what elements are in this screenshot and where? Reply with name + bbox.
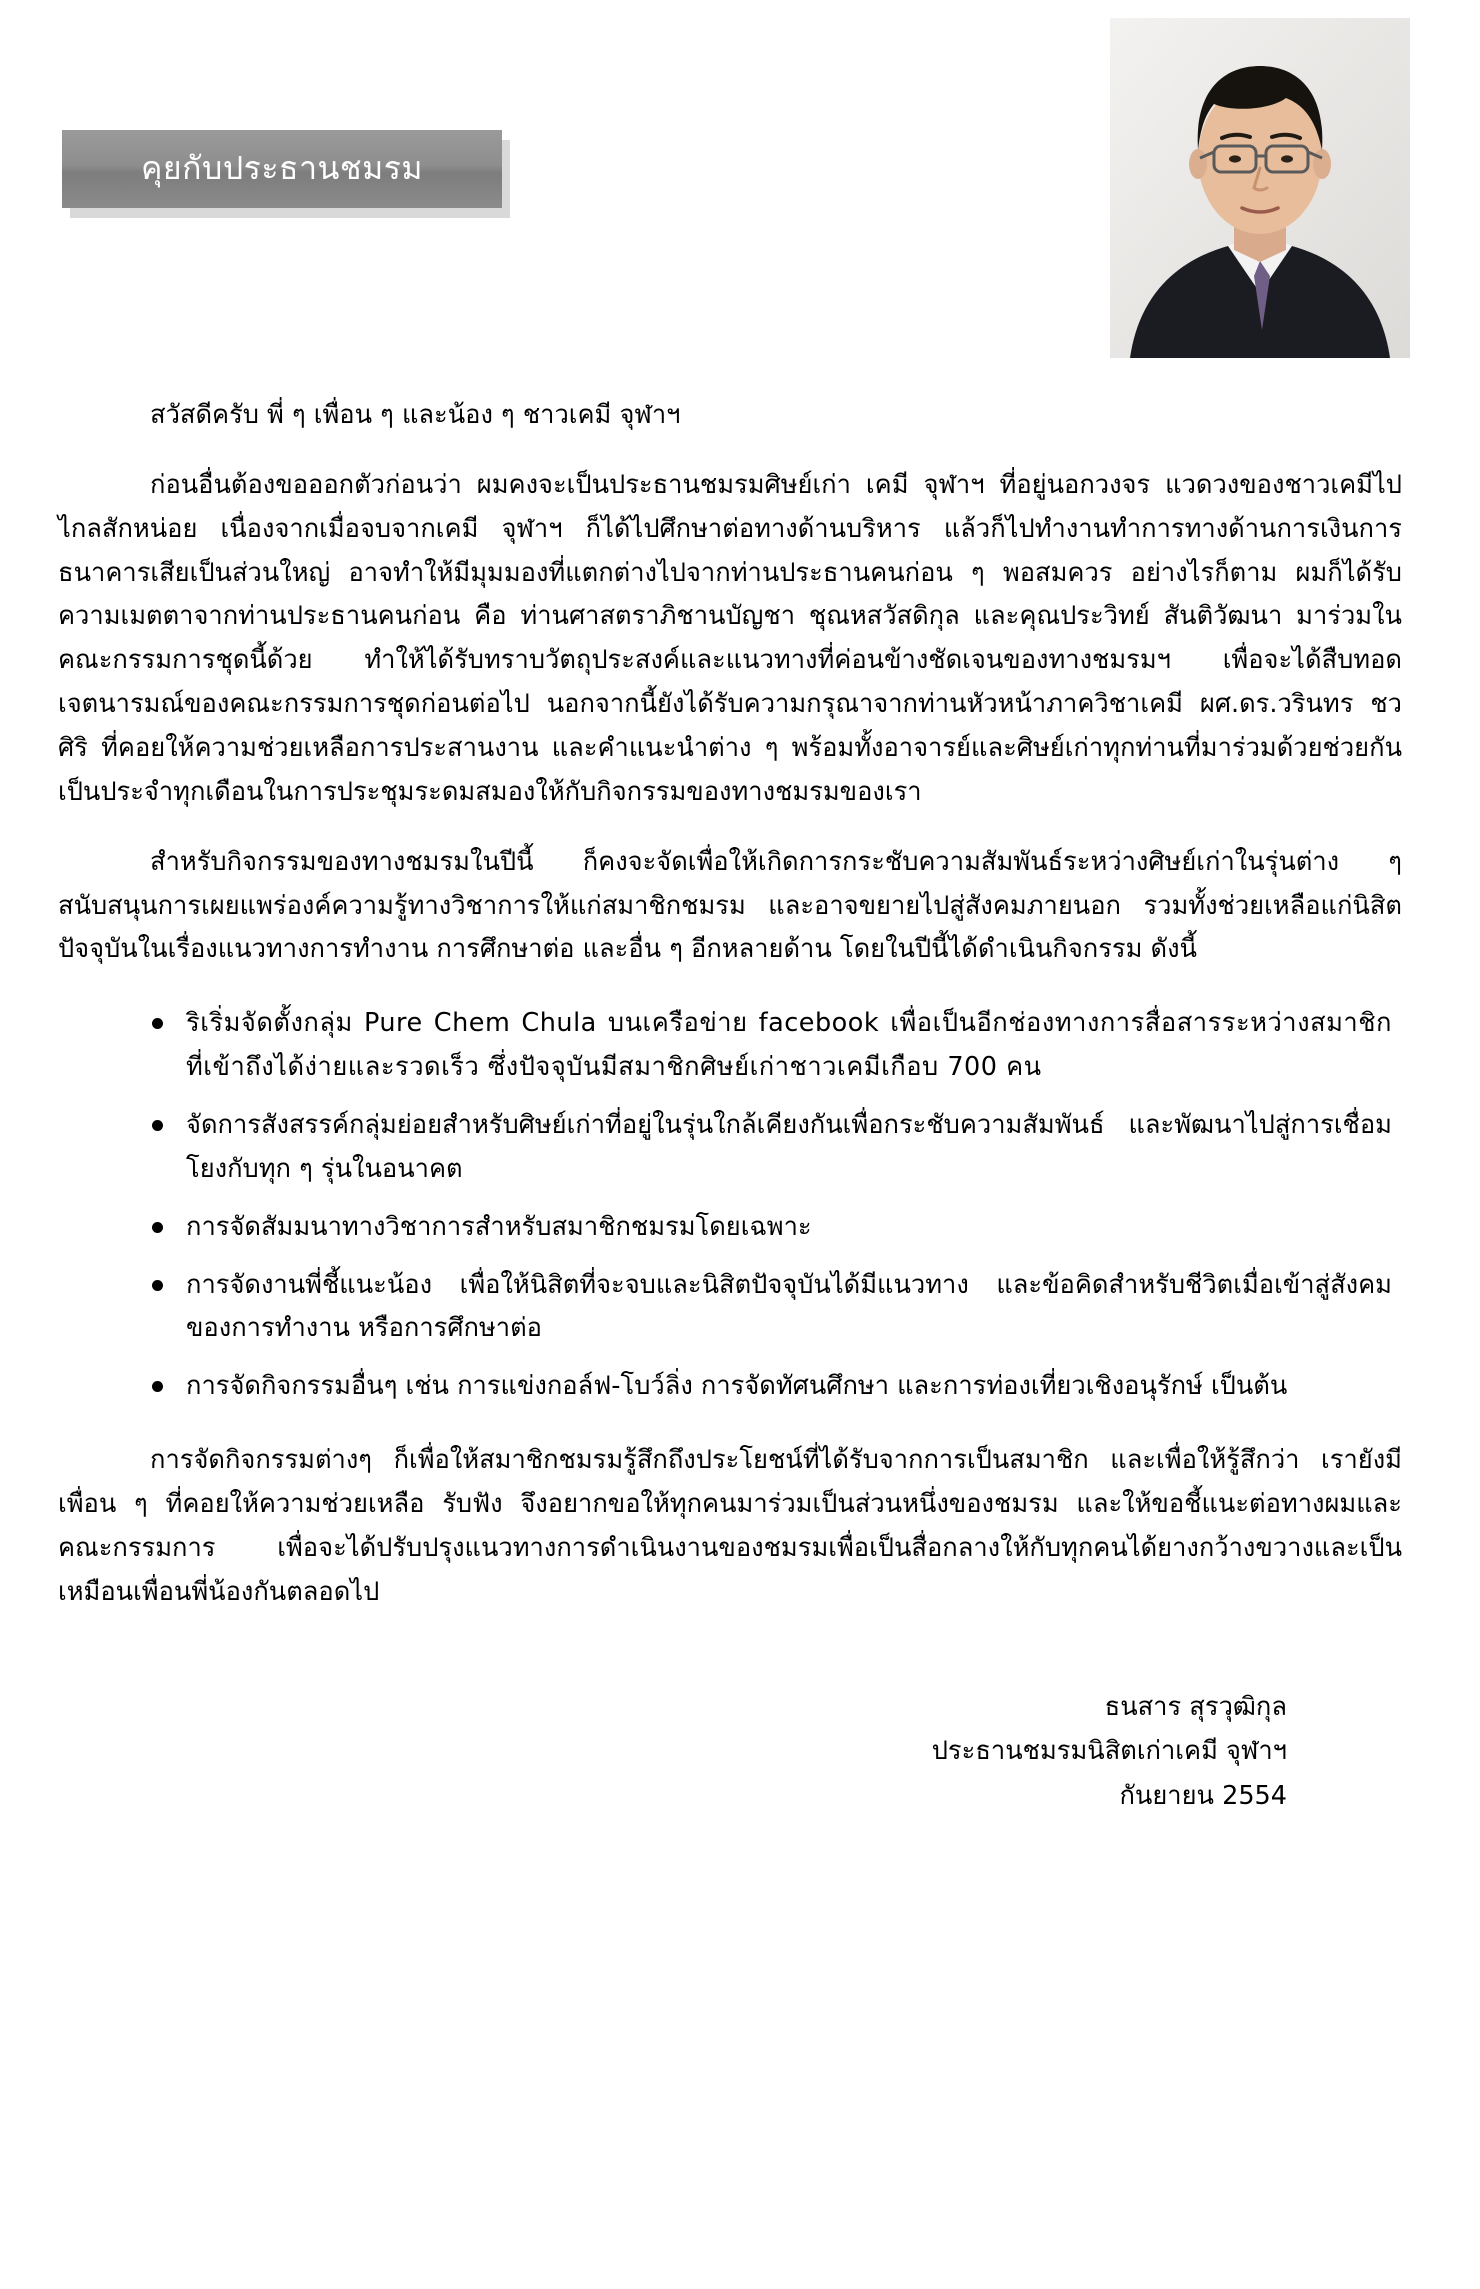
bullet-dot-icon (152, 1381, 163, 1392)
paragraph-3: การจัดกิจกรรมต่างๆ ก็เพื่อให้สมาชิกชมรมรู้สึกถึงประโยชน์ที่ได้รับจากการเป็นสมาชิก และเพื่อให้รู้สึกว่า เรายังมีเพื่อน ๆ ที่คอยให้ความช่วยเหลือ รับฟัง จึงอยากขอให้ทุกคนมาร่วมเป็นส่วนหนึ่งของชมรม และให้ขอชี้แนะต่อทางผมและคณะกรรมการ เพื่อจะได้ปรับปรุงแนวทางการดำเนินงานของชมรมเพื่อเป็นสื่อกลางให้กับทุกคนได้ยางกว้างขวางและเป็นเหมือนเพื่อนพี่น้องกันตลอดไป (58, 1445, 1402, 1607)
document-body (0, 394, 1480, 1879)
bullet-dot-icon (152, 1222, 163, 1233)
author-portrait-photo (1110, 18, 1410, 358)
list-item (146, 1264, 1392, 1352)
list-item-text: การจัดสัมมนาทางวิชาการสำหรับสมาชิกชมรมโดยเฉพาะ (186, 1211, 812, 1242)
signature-block (58, 1685, 1402, 1879)
bullet-dot-icon (152, 1120, 163, 1131)
signature-date: กันยายน 2554 (1119, 1780, 1287, 1811)
signature-position: ประธานชมรมนิสิตเก่าเคมี จุฬาฯ (931, 1736, 1287, 1767)
portrait-illustration (1110, 18, 1410, 358)
list-item-text: ริเริ่มจัดตั้งกลุ่ม Pure Chem Chula บนเครือข่าย facebook เพื่อเป็นอีกช่องทางการสื่อสารระหว่างสมาชิกที่เข้าถึงได้ง่ายและรวดเร็ว ซึ่งปัจจุบันมีสมาชิกศิษย์เก่าชาวเคมีเกือบ 700 คน (186, 1008, 1392, 1083)
section-title-banner (62, 130, 512, 215)
list-item-text: การจัดกิจกรรมอื่นๆ เช่น การแข่งกอล์ฟ-โบว์ลิ่ง การจัดทัศนศึกษา และการท่องเที่ยวเชิงอนุรักษ์ เป็นต้น (186, 1371, 1288, 1402)
paragraph-1: ก่อนอื่นต้องขอออกตัวก่อนว่า ผมคงจะเป็นประธานชมรมศิษย์เก่า เคมี จุฬาฯ ที่อยู่นอกวงจร แวดวงของชาวเคมีไปไกลสักหน่อย เนื่องจากเมื่อจบจากเคมี จุฬาฯ ก็ได้ไปศึกษาต่อทางด้านบริหาร แล้วก็ไปทำงานทำการทางด้านการเงินการธนาคารเสียเป็นส่วนใหญ่ อาจทำให้มีมุมมองที่แตกต่างไปจากท่านประธานคนก่อน ๆ พอสมควร อย่างไรก็ตาม ผมก็ได้รับความเมตตาจากท่านประธานคนก่อน คือ ท่านศาสตราภิชานบัญชา ชุณหสวัสดิกุล และคุณประวิทย์ สันติวัฒนา มาร่วมในคณะกรรมการชุดนี้ด้วย ทำให้ได้รับทราบวัตถุประสงค์และแนวทางที่ค่อนข้างชัดเจนของทางชมรมฯ เพื่อจะได้สืบทอดเจตนารมณ์ของคณะกรรมการชุดก่อนต่อไป นอกจากนี้ยังได้รับความกรุณาจากท่านหัวหน้าภาควิชาเคมี ผศ.ดร.วรินทร ชวศิริ ที่คอยให้ความช่วยเหลือการประสานงาน และคำแนะนำต่าง ๆ พร้อมทั้งอาจารย์และศิษย์เก่าทุกท่านที่มาร่วมด้วยช่วยกันเป็นประจำทุกเดือนในการประชุมระดมสมองให้กับกิจกรรมของทางชมรมของเรา (58, 469, 1402, 807)
list-item (146, 1365, 1392, 1409)
banner-title-text: คุยกับประธานชมรม (141, 149, 423, 188)
list-item (146, 1206, 1392, 1250)
list-item-text: การจัดงานพี่ชี้แนะน้อง เพื่อให้นิสิตที่จะจบและนิสิตปัจจุบันได้มีแนวทาง และข้อคิดสำหรับชีวิตเมื่อเข้าสู่สังคมของการทำงาน หรือการศึกษาต่อ (186, 1269, 1392, 1344)
list-item-text: จัดการสังสรรค์กลุ่มย่อยสำหรับศิษย์เก่าที่อยู่ในรุ่นใกล้เคียงกันเพื่อกระชับความสัมพันธ์ และพัฒนาไปสู่การเชื่อมโยงกับทุก ๆ รุ่นในอนาคต (186, 1110, 1392, 1184)
banner-box (62, 130, 502, 208)
bullet-dot-icon (152, 1280, 163, 1291)
list-item (146, 1002, 1392, 1090)
signature-name: ธนสาร สุรวุฒิกุล (1104, 1691, 1287, 1722)
activities-list (58, 1002, 1402, 1409)
paragraph-2: สำหรับกิจกรรมของทางชมรมในปีนี้ ก็คงจะจัดเพื่อให้เกิดการกระชับความสัมพันธ์ระหว่างศิษย์เก่าในรุ่นต่าง ๆ สนับสนุนการเผยแพร่องค์ความรู้ทางวิชาการให้แก่สมาชิกชมรม และอาจขยายไปสู่สังคมภายนอก รวมทั้งช่วยเหลือแก่นิสิตปัจจุบันในเรื่องแนวทางการทำงาน การศึกษาต่อ และอื่น ๆ อีกหลายด้าน โดยในปีนี้ได้ดำเนินกิจกรรม ดังนี้ (58, 846, 1402, 965)
greeting-paragraph: สวัสดีครับ พี่ ๆ เพื่อน ๆ และน้อง ๆ ชาวเคมี จุฬาฯ (150, 400, 681, 430)
list-item (146, 1104, 1392, 1192)
bullet-dot-icon (152, 1018, 163, 1029)
document-header (0, 0, 1480, 380)
